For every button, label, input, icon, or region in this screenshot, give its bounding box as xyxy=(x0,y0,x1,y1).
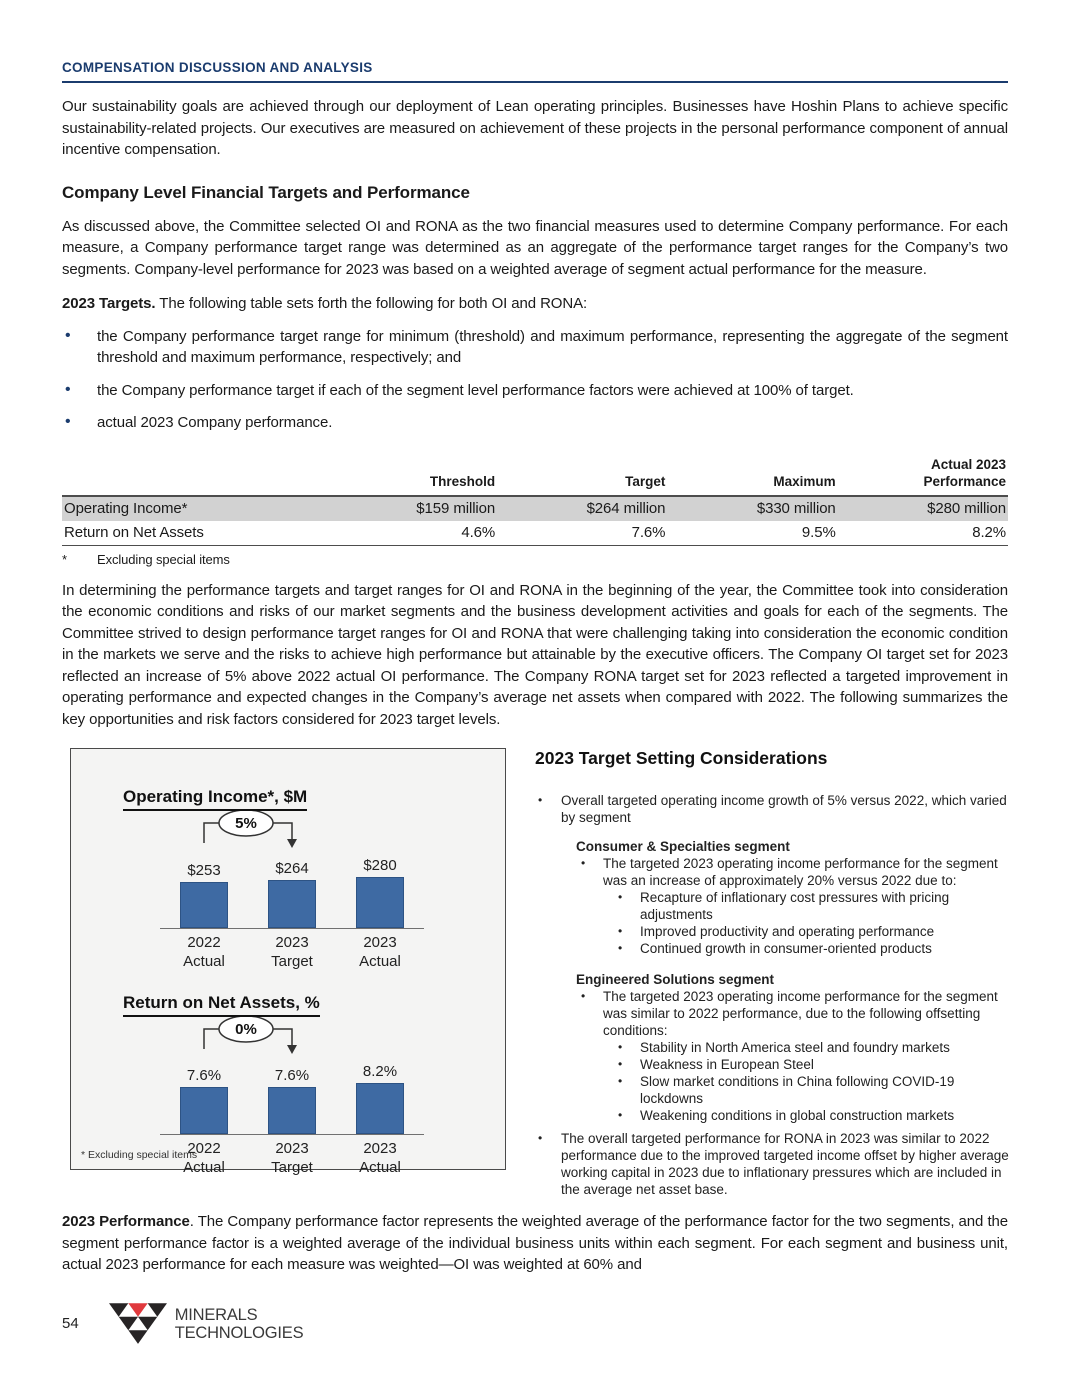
rona-chart xyxy=(160,1017,424,1177)
intro-paragraph: Our sustainability goals are achieved through our deployment of Lean operating principles. Businesses have Hoshin Plans to achieve specific sustainability-related projects. Our executives are measured on achievement of these projects in the personal performance component of annual incentive compensation. xyxy=(62,98,1008,158)
targets-lead-bold: 2023 Targets. xyxy=(62,295,156,312)
section-heading: Company Level Financial Targets and Performance xyxy=(62,182,470,202)
table-row xyxy=(62,496,1008,521)
consideration-item: • Overall targeted operating income growth of 5% versus 2022, which varied by segment xyxy=(535,792,1011,826)
consideration-segment-heading: Engineered Solutions segment xyxy=(576,972,775,987)
table-header-threshold: Threshold xyxy=(429,473,496,489)
bar xyxy=(268,880,316,928)
table-header-row xyxy=(62,456,1008,496)
bullet-item: • the Company performance target if each of the segment level performance factors were achieved at 100% of target. xyxy=(62,380,1008,402)
consideration-item: • Slow market conditions in China following COVID-19 lockdowns xyxy=(535,1073,1011,1107)
bar-value-label: 7.6% xyxy=(274,1067,310,1084)
performance-lead-rest: . The Company performance factor represents the weighted average of the performance factor for the two segments, and the segment performance factor is a weighted average of the individual business units within each segment. For each segment and business unit, actual 2023 performance for each measure was weighted—OI was weighted at 60% and xyxy=(62,1213,1008,1273)
table-cell-label: Operating Income* xyxy=(64,499,188,517)
bar-group xyxy=(336,857,424,928)
table-cell: 4.6% xyxy=(461,523,496,541)
consideration-item: • Weakness in European Steel xyxy=(535,1056,1011,1073)
category-axis xyxy=(160,929,424,971)
bar-value-label: 7.6% xyxy=(186,1067,222,1084)
growth-bracket xyxy=(188,1017,308,1063)
table-cell: $280 million xyxy=(927,499,1006,517)
table-cell: 9.5% xyxy=(801,523,836,541)
category-axis xyxy=(160,1135,424,1177)
table-header-actual-line2: Performance xyxy=(923,473,1006,489)
table-header-empty xyxy=(62,456,327,496)
consideration-item: • The targeted 2023 operating income performance for the segment was similar to 2022 performance, due to the following offsetting conditions: xyxy=(535,988,1011,1039)
bar xyxy=(180,1087,228,1134)
figure-box xyxy=(70,748,506,1176)
financial-targets-table xyxy=(62,456,1008,546)
table-header-target: Target xyxy=(625,473,666,489)
bar-category-label: 2023 Actual xyxy=(359,1140,401,1176)
operating-income-chart xyxy=(160,811,424,971)
consideration-item: • The targeted 2023 operating income performance for the segment was an increase of approximately 20% versus 2022 due to: xyxy=(535,855,1011,889)
table-header-actual xyxy=(838,456,1008,496)
consideration-item: • Improved productivity and operating performance xyxy=(535,923,1011,940)
table-footnote xyxy=(62,552,1008,567)
bar-category-label: 2022 Actual xyxy=(183,1140,225,1176)
section-paragraph: As discussed above, the Committee selected OI and RONA as the two financial measures used to determine Company performance. For each measure, a Company performance target range was determined as an aggregate of the performance target ranges for the Company’s two segments. Company-level performance for 2023 was based on a weighted average of segment actual performance for the measure. xyxy=(62,217,1008,278)
consideration-item: • Recapture of inflationary cost pressures with pricing adjustments xyxy=(535,889,1011,923)
bar-group xyxy=(160,1067,248,1134)
bar xyxy=(356,1083,404,1134)
bar-value-label: $253 xyxy=(187,862,221,879)
bar xyxy=(356,877,404,928)
table-header-maximum: Maximum xyxy=(773,473,836,489)
targets-lead xyxy=(62,293,1008,315)
page-kicker: COMPENSATION DISCUSSION AND ANALYSIS xyxy=(62,60,1008,83)
considerations-panel xyxy=(535,748,1011,1198)
bar-group xyxy=(248,860,336,928)
logo-line2: TECHNOLOGIES xyxy=(174,1323,304,1342)
bar-value-label: 8.2% xyxy=(362,1063,398,1080)
bar-group xyxy=(336,1063,424,1134)
bar-value-label: $280 xyxy=(363,857,397,874)
bar xyxy=(180,882,228,928)
bullet-item: • the Company performance target range for minimum (threshold) and maximum performance, representing the aggregate of the segment threshold and maximum performance, respectively; and xyxy=(62,326,1008,369)
table-header-actual-line1: Actual 2023 xyxy=(930,456,1006,472)
table-cell: 8.2% xyxy=(972,523,1006,541)
logo-text xyxy=(175,1306,304,1342)
minerals-technologies-logo-icon xyxy=(109,1302,167,1346)
targets-lead-rest: The following table sets forth the following for both OI and RONA: xyxy=(155,295,588,312)
bar-value-label: $264 xyxy=(275,860,309,877)
page-footer xyxy=(62,1302,1008,1346)
bar xyxy=(268,1087,316,1134)
bar-group xyxy=(160,862,248,928)
arrow-down-icon xyxy=(287,839,297,848)
table-row xyxy=(62,521,1008,546)
table-cell: $159 million xyxy=(416,499,496,517)
growth-badge: 5% xyxy=(235,815,257,832)
bar-category-label: 2023 Target xyxy=(271,934,313,970)
consideration-item: • Stability in North America steel and foundry markets xyxy=(535,1039,1011,1056)
bar-category-label: 2023 Target xyxy=(271,1140,313,1176)
considerations-heading: 2023 Target Setting Considerations xyxy=(535,748,828,768)
footnote-mark: * xyxy=(62,551,67,567)
consideration-segment-heading: Consumer & Specialties segment xyxy=(576,839,790,854)
bar-category-label: 2023 Actual xyxy=(359,934,401,970)
table-cell: 7.6% xyxy=(631,523,666,541)
consideration-item: • Weakening conditions in global construction markets xyxy=(535,1107,1011,1124)
consideration-item: • The overall targeted performance for RONA in 2023 was similar to 2022 performance due to the improved targeted income offset by higher average working capital in 2023 due to inflationary pressures which are included in the average net asset base. xyxy=(535,1130,1011,1198)
bar-group xyxy=(248,1067,336,1134)
arrow-down-icon xyxy=(287,1045,297,1054)
chart-footnote: * Excluding special items xyxy=(81,1149,198,1161)
growth-badge: 0% xyxy=(235,1021,257,1038)
page-number: 54 xyxy=(62,1315,79,1332)
determining-paragraph: In determining the performance targets and target ranges for OI and RONA in the beginning of the year, the Committee took into consideration the economic conditions and risks of our market segments and the business development activities and goals for each of the segments. The Committee strived to design performance target ranges for OI and RONA that were challenging taking into consideration the economic condition in the markets we serve and the risks to achieve high performance but attainable by the executive officers. The Company OI target set for 2023 reflected an increase of 5% above 2022 actual OI performance. The Company RONA target set for 2023 reflected a targeted improvement in operating performance and expected changes in the Company’s average net assets when compared with 2022. The following summarizes the key opportunities and risk factors considered for 2023 target levels. xyxy=(62,581,1008,728)
company-logo xyxy=(109,1302,304,1346)
bar-category-label: 2022 Actual xyxy=(183,934,225,970)
figure-row xyxy=(62,748,1008,1198)
table-cell-label: Return on Net Assets xyxy=(64,523,204,541)
chart-title-rona: Return on Net Assets, % xyxy=(123,993,320,1017)
chart-title-operating-income: Operating Income*, $M xyxy=(123,787,307,811)
growth-bracket xyxy=(188,811,308,857)
performance-lead-bold: 2023 Performance xyxy=(62,1213,190,1230)
performance-paragraph xyxy=(62,1211,1008,1276)
consideration-item: • Continued growth in consumer-oriented products xyxy=(535,940,1011,957)
bullet-item: • actual 2023 Company performance. xyxy=(62,412,1008,434)
table-cell: $330 million xyxy=(756,499,836,517)
footnote-text: Excluding special items xyxy=(97,551,230,567)
table-cell: $264 million xyxy=(586,499,666,517)
logo-line1: MINERALS xyxy=(174,1305,258,1324)
